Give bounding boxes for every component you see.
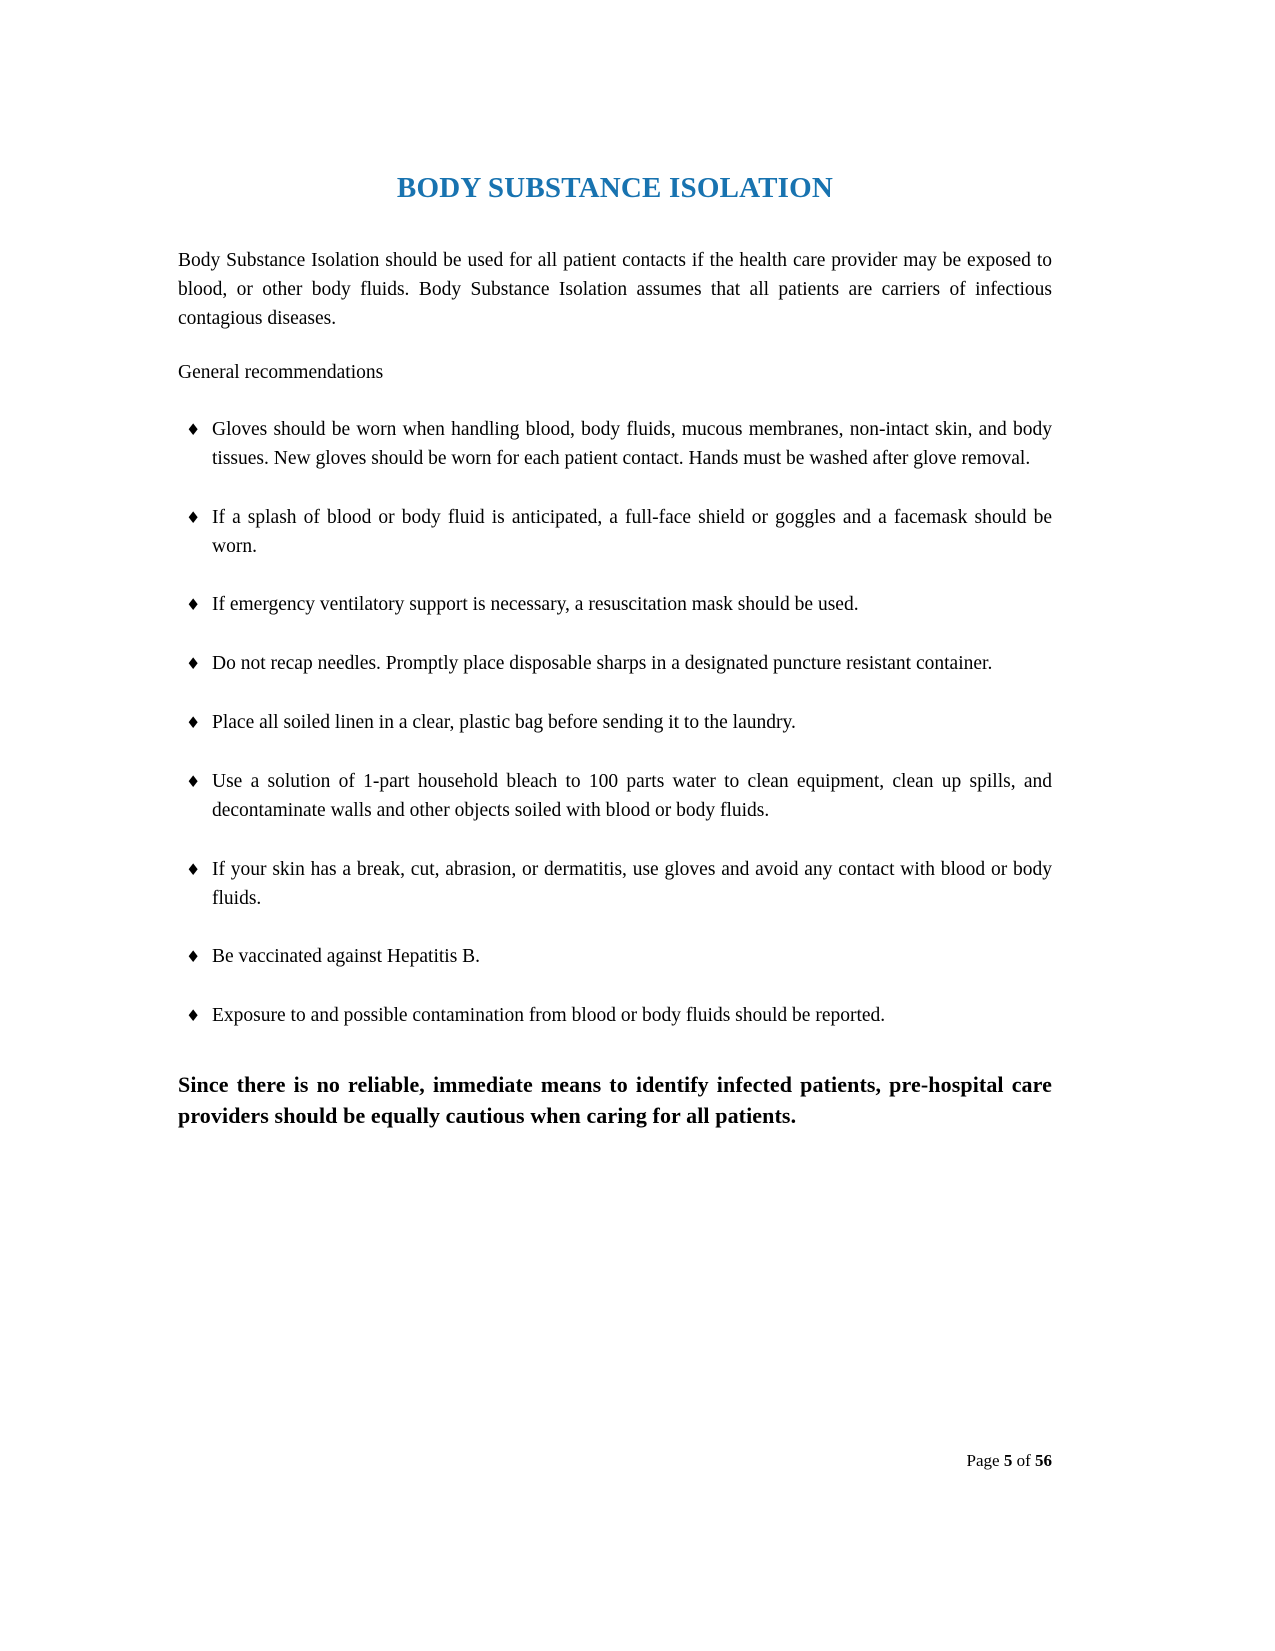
footer-prefix: Page xyxy=(966,1451,1004,1470)
list-item xyxy=(178,943,1052,972)
list-item-text: Place all soiled linen in a clear, plastic bag before sending it to the laundry. xyxy=(212,712,796,734)
diamond-bullet-icon: ♦ xyxy=(186,507,201,527)
list-item xyxy=(178,650,1052,679)
list-item xyxy=(178,504,1052,562)
list-item xyxy=(178,416,1052,474)
diamond-bullet-icon: ♦ xyxy=(186,654,201,674)
list-item xyxy=(178,709,1052,738)
section-label-general-recommendations: General recommendations xyxy=(178,362,384,384)
page-title: BODY SUBSTANCE ISOLATION xyxy=(396,172,834,204)
page-footer xyxy=(178,1450,1052,1472)
page-content xyxy=(178,172,1052,1132)
recommendations-list xyxy=(178,416,1052,1031)
list-item-text: Use a solution of 1-part household bleach to 100 parts water to clean equipment, clean up spills, and decontaminate walls and other objects soiled with blood or body fluids. xyxy=(212,770,1052,821)
list-item xyxy=(178,591,1052,620)
list-item xyxy=(178,856,1052,914)
closing-statement: Since there is no reliable, immediate means to identify infected patients, pre-hospital care providers should be equally cautious when caring for all patients. xyxy=(178,1072,1052,1129)
diamond-bullet-icon: ♦ xyxy=(186,419,201,439)
diamond-bullet-icon: ♦ xyxy=(186,1006,201,1026)
list-item-text: If your skin has a break, cut, abrasion, or dermatitis, use gloves and avoid any contact with blood or body fluids. xyxy=(212,858,1052,909)
list-item xyxy=(178,1002,1052,1031)
list-item-text: Be vaccinated against Hepatitis B. xyxy=(212,946,481,968)
list-item-text: If a splash of blood or body fluid is anticipated, a full-face shield or goggles and a facemask should be worn. xyxy=(212,506,1052,557)
diamond-bullet-icon: ♦ xyxy=(186,859,201,879)
footer-middle: of xyxy=(1012,1451,1035,1470)
diamond-bullet-icon: ♦ xyxy=(186,595,201,615)
diamond-bullet-icon: ♦ xyxy=(186,771,201,791)
diamond-bullet-icon: ♦ xyxy=(186,713,201,733)
footer-page-number: 5 xyxy=(1003,1451,1013,1470)
footer-total-pages: 56 xyxy=(1035,1451,1052,1470)
list-item xyxy=(178,768,1052,826)
intro-paragraph: Body Substance Isolation should be used for all patient contacts if the health care provider may be exposed to blood, or other body fluids. Body Substance Isolation assumes that all patients are carriers of infectious contagious diseases. xyxy=(178,250,1052,329)
list-item-text: Do not recap needles. Promptly place disposable sharps in a designated puncture resistant container. xyxy=(212,653,993,675)
list-item-text: Gloves should be worn when handling blood, body fluids, mucous membranes, non-intact skin, and body tissues. New gloves should be worn for each patient contact. Hands must be washed after glove removal. xyxy=(212,418,1052,469)
list-item-text: If emergency ventilatory support is necessary, a resuscitation mask should be used. xyxy=(212,594,859,616)
diamond-bullet-icon: ♦ xyxy=(186,947,201,967)
list-item-text: Exposure to and possible contamination from blood or body fluids should be reported. xyxy=(212,1005,886,1027)
